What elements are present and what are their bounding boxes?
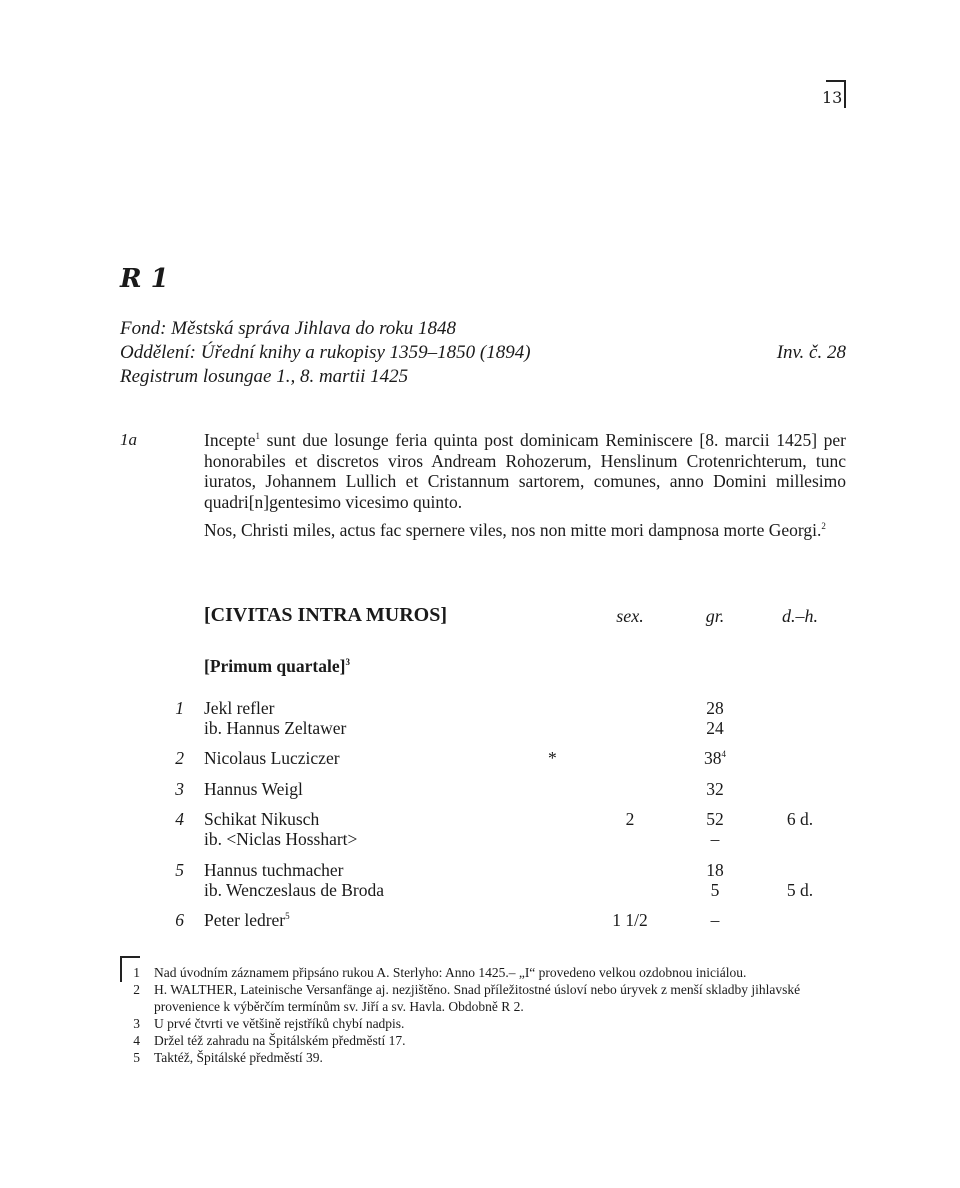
footnote-text: Držel též zahradu na Špitálském předměstí 17. [154,1033,406,1048]
fond-line: Fond: Městská správa Jihlava do roku 1848 [120,318,456,339]
footnote-ref-3: 3 [345,657,350,668]
entry-gr [690,880,740,901]
table-row [0,829,960,850]
entry-name-text: ib. <Niclas Hosshart> [204,829,358,849]
verse-paragraph [204,520,846,541]
entry-name-text: ib. Wenczeslaus de Broda [204,880,385,900]
record-code: R 1 [120,264,169,294]
entry-number [160,748,184,769]
entry-name-text: Nicolaus Lucziczer [204,748,340,768]
entry-star-text: * [548,748,557,768]
entry-sex-text: 1 1/2 [612,910,648,930]
entry-gr [690,718,740,739]
table-row [0,698,960,719]
footnote-text: H. WALTHER, Lateinische Versanfänge aj. nezjištěno. Snad příležitostné úsloví nebo úryvek z menší skladby jihlavské provenience k výběrčím termínům sv. Jiří a sv. Havla. Obdobně R 2. [154,982,801,1014]
entry-number [160,910,184,931]
footnote-ref: 5 [285,911,290,922]
registrum-line: Registrum losungae 1., 8. martii 1425 [120,366,409,387]
entry-name [204,829,357,850]
footnote [120,1032,846,1049]
entry-name [204,910,290,931]
entry-gr-text: 38 [704,748,722,768]
table-row [0,860,960,881]
entry-dh [770,880,830,901]
oddeleni-line: Oddělení: Úřední knihy a rukopisy 1359–1850 (1894) [120,342,531,363]
page-corner-mark [826,80,846,82]
entry-number [160,809,184,830]
intro-text: sunt due losunge feria quinta post dominicam Reminiscere [8. marcii 1425] per honorabiles et discretos viros Andream Rohozerum, Henslinum Crotenrichterum, tunc iuratos, Johannem Lullich et Cristannum sartorem, comunes, anno Domini millesimo quadri[n]gentesimo vicesimo quinto. [204,430,846,512]
footnote-text: U prvé čtvrti ve většině rejstříků chybí nadpis. [154,1016,405,1031]
entry-name [204,698,274,719]
footnote-number: 5 [133,1050,140,1065]
entry-number-text: 3 [175,779,184,799]
table-row [0,748,960,769]
entry-name [204,718,346,739]
entry-gr-text: 5 [710,880,720,900]
entry-sex [600,910,660,931]
table-row [0,809,960,830]
footnote [120,1015,846,1032]
footnote [120,964,846,981]
table-row [0,718,960,739]
entry-gr-text: 32 [706,779,724,799]
footnote [120,1049,846,1066]
footnote-number: 3 [133,1016,140,1031]
entry-name [204,809,319,830]
footnote [120,981,846,1015]
entry-gr-text: – [710,829,720,849]
footnote-ref-2: 2 [821,521,826,532]
page-corner-mark-vertical [844,80,846,108]
entry-number-text: 6 [175,910,184,930]
footnote-number: 1 [133,965,140,980]
quartal-label: [Primum quartale] [204,656,346,676]
entry-number [160,860,184,881]
entry-dh-text: 6 d. [786,809,814,829]
entry-sex [600,809,660,830]
table-row [0,880,960,901]
footnote-ref: 4 [721,749,726,760]
entry-dh-text: 5 d. [786,880,814,900]
inventory-number: Inv. č. 28 [776,342,846,363]
table-row [0,779,960,800]
entry-gr [690,860,740,881]
page-number: 13 [822,88,843,107]
entry-gr-text: 24 [706,718,724,738]
verse-text: Nos, Christi miles, actus fac spernere viles, nos non mitte mori dampnosa morte Georgi. [204,520,822,540]
entry-gr [690,809,740,830]
entry-gr [690,829,740,850]
entry-gr-text: 18 [706,860,724,880]
column-header-gr: gr. [705,606,725,626]
footnote-number: 2 [133,982,140,997]
column-header-dh: d.–h. [782,606,818,626]
entry-gr-text: 28 [706,698,724,718]
entry-name-text: Hannus Weigl [204,779,303,799]
footnote-text: Nad úvodním záznamem připsáno rukou A. Sterlyho: Anno 1425.– „I“ provedeno velkou ozdobnou iniciálou. [154,965,747,980]
entry-gr [690,779,740,800]
entry-name-text: Jekl refler [204,698,275,718]
entry-number [160,779,184,800]
entry-dh [770,809,830,830]
intro-paragraph [204,430,846,512]
entry-name [204,748,340,769]
entry-name-text: Schikat Nikusch [204,809,320,829]
entry-gr [690,748,740,769]
entry-gr-text: 52 [706,809,724,829]
entry-name-text: Peter ledrer [204,910,286,930]
table-row [0,910,960,931]
column-header-sex: sex. [616,606,644,626]
footnote-ref-1: 1 [255,431,260,442]
entry-name-text: ib. Hannus Zeltawer [204,718,347,738]
entry-name [204,860,343,881]
folio-label: 1a [120,430,137,449]
entry-number-text: 5 [175,860,184,880]
quartal-heading [204,656,350,677]
section-title: [CIVITAS INTRA MUROS] [204,604,447,626]
entry-name-text: Hannus tuchmacher [204,860,344,880]
entry-gr-text: – [710,910,720,930]
footnote-number: 4 [133,1033,140,1048]
entry-name [204,779,303,800]
footnote-text: Taktéž, Špitálské předměstí 39. [154,1050,323,1065]
entry-number-text: 4 [175,809,184,829]
intro-word: Incepte [204,430,256,450]
entry-gr [690,698,740,719]
entry-number-text: 1 [175,698,184,718]
entry-number [160,698,184,719]
entry-number-text: 2 [175,748,184,768]
entry-sex-text: 2 [625,809,635,829]
entry-gr [690,910,740,931]
entry-name [204,880,384,901]
entry-star [548,748,557,769]
